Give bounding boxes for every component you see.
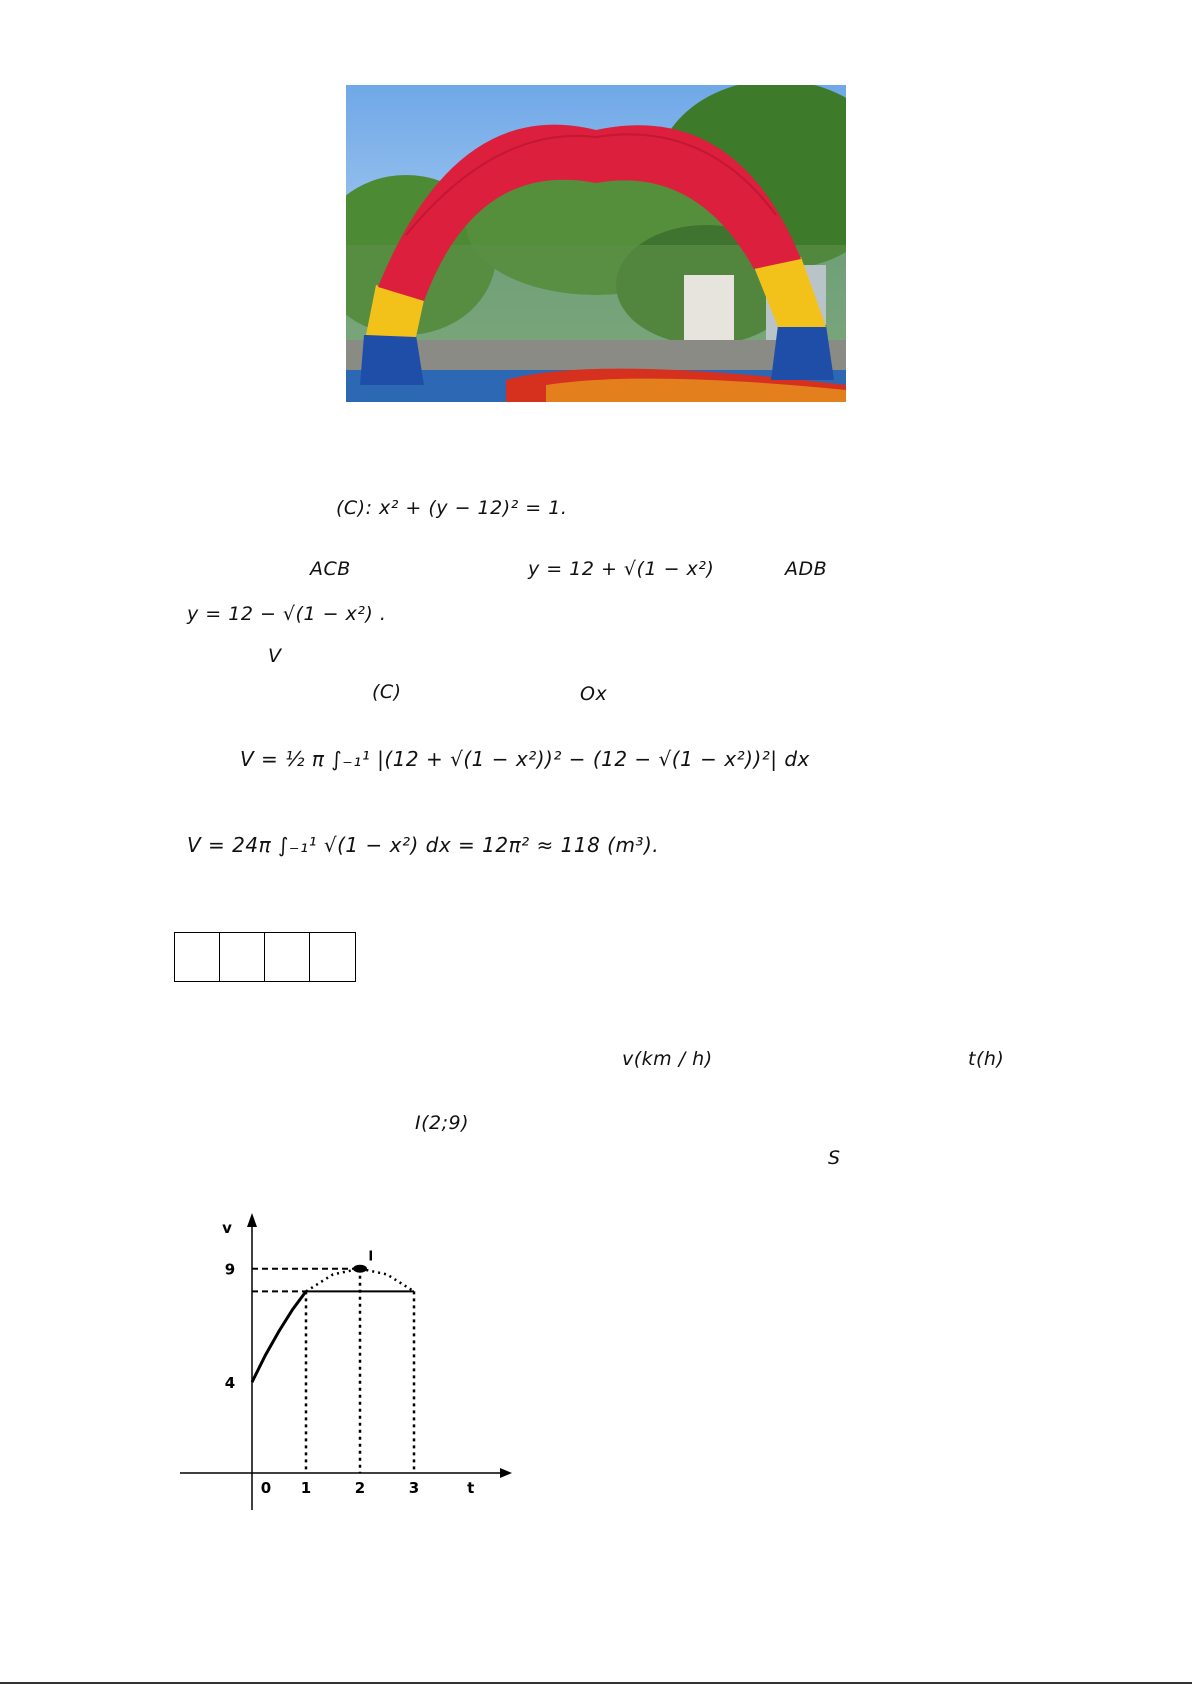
circle-equation: (C): x² + (y − 12)² = 1. (336, 497, 568, 519)
answer-cell[interactable] (220, 933, 265, 981)
x-axis-title: t (467, 1479, 475, 1497)
x-tick-label: 3 (408, 1479, 420, 1497)
answer-grid[interactable] (174, 932, 356, 982)
arc-acb-label: ACB (310, 558, 351, 580)
curve-c-symbol: (C) (372, 681, 402, 703)
answer-cell[interactable] (175, 933, 220, 981)
y-axis-arrow (247, 1213, 257, 1227)
volume-symbol: V (268, 645, 282, 667)
arch-photo (346, 85, 846, 402)
area-symbol: S (828, 1147, 841, 1169)
series-acceleration-curve (252, 1291, 306, 1382)
velocity-time-chart (180, 1205, 520, 1510)
y-tick-label: 4 (224, 1374, 236, 1393)
y-tick-label: 9 (224, 1260, 236, 1279)
vertex-point-label: I(2;9) (415, 1112, 470, 1134)
velocity-label: v(km / h) (622, 1048, 713, 1070)
vertex-point (353, 1265, 367, 1273)
volume-integral-equation: V = ½ π ∫₋₁¹ |(12 + √(1 − x²))² − (12 − √(1 − x²))²| dx (240, 747, 810, 771)
volume-result-equation: V = 24π ∫₋₁¹ √(1 − x²) dx = 12π² ≈ 118 (m³). (187, 833, 660, 857)
vertex-label: I (368, 1249, 374, 1265)
answer-cell[interactable] (310, 933, 355, 981)
y-axis-title: v (222, 1219, 232, 1237)
arc-adb-label: ADB (785, 558, 828, 580)
answer-cell[interactable] (265, 933, 310, 981)
upper-curve-equation: y = 12 + √(1 − x²) (528, 558, 715, 580)
x-tick-label: 0 (260, 1479, 272, 1497)
axis-ox-label: Ox (580, 683, 608, 705)
page-bottom-rule (0, 1682, 1192, 1684)
lower-curve-equation: y = 12 − √(1 − x²) . (187, 603, 387, 625)
x-tick-label: 1 (300, 1479, 312, 1497)
x-tick-label: 2 (354, 1479, 366, 1497)
x-axis-arrow (500, 1468, 512, 1478)
time-label: t(h) (968, 1048, 1005, 1070)
